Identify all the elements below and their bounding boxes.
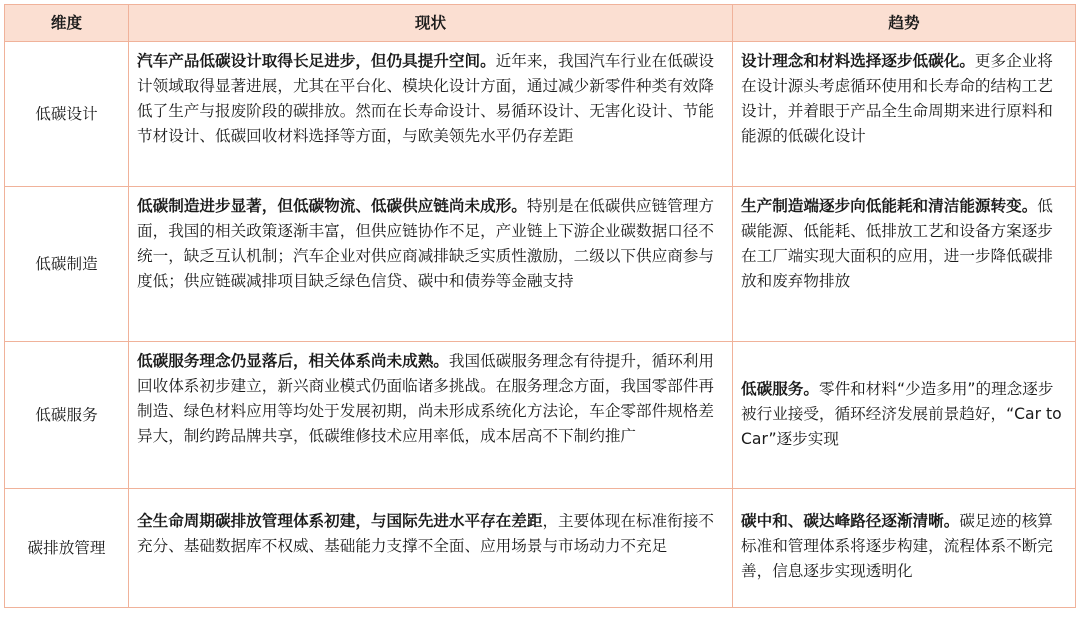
status-highlight: 低碳制造进步显著，但低碳物流、低碳供应链尚未成形。 <box>137 197 527 215</box>
row-trend <box>733 342 1075 489</box>
row-status <box>129 342 733 489</box>
trend-detail: 更多企业将在设计源头考虑循环使用和长寿命的结构工艺设计，并着眼于产品全生命周期来进行原料和能源的低碳化设计 <box>741 52 1053 145</box>
trend-highlight: 生产制造端逐步向低能耗和清洁能源转变。 <box>741 197 1038 215</box>
status-detail: ，主要体现在标准衔接不充分、基础数据库不权威、基础能力支撑不全面、应用场景与市场动力不充足 <box>137 512 714 555</box>
trend-highlight: 设计理念和材料选择逐步低碳化。 <box>741 52 975 70</box>
row-dimension: 碳排放管理 <box>5 489 129 607</box>
status-highlight: 全生命周期碳排放管理体系初建，与国际先进水平存在差距 <box>137 512 543 530</box>
header-trend: 趋势 <box>733 5 1075 42</box>
row-trend <box>733 42 1075 187</box>
trend-highlight: 碳中和、碳达峰路径逐渐清晰。 <box>741 512 960 530</box>
row-status <box>129 489 733 607</box>
status-highlight: 低碳服务理念仍显落后，相关体系尚未成熟。 <box>137 352 449 370</box>
status-detail: 特别是在低碳供应链管理方面，我国的相关政策逐渐丰富，但供应链协作不足，产业链上下游企业碳数据口径不统一，缺乏互认机制；汽车企业对供应商减排缺乏实质性激励，二级以下供应商参与度低；供应链碳减排项目缺乏绿色信贷、碳中和债券等金融支持 <box>137 197 714 290</box>
row-dimension: 低碳制造 <box>5 187 129 342</box>
row-status <box>129 42 733 187</box>
trend-detail: 碳足迹的核算标准和管理体系将逐步构建，流程体系不断完善，信息逐步实现透明化 <box>741 512 1053 580</box>
row-dimension: 低碳设计 <box>5 42 129 187</box>
trend-detail: 零件和材料“少造多用”的理念逐步被行业接受，循环经济发展前景趋好，“Car to Car”逐步实现 <box>741 380 1062 448</box>
row-dimension: 低碳服务 <box>5 342 129 489</box>
header-dimension: 维度 <box>5 5 129 42</box>
status-highlight: 汽车产品低碳设计取得长足进步，但仍具提升空间。 <box>137 52 496 70</box>
comparison-table <box>4 4 1076 608</box>
row-trend <box>733 187 1075 342</box>
status-detail: 近年来，我国汽车行业在低碳设计领域取得显著进展，尤其在平台化、模块化设计方面，通过减少新零件种类有效降低了生产与报废阶段的碳排放。然而在长寿命设计、易循环设计、无害化设计、节能节材设计、低碳回收材料选择等方面，与欧美领先水平仍存差距 <box>137 52 714 145</box>
row-trend <box>733 489 1075 607</box>
status-detail: 我国低碳服务理念有待提升，循环利用回收体系初步建立，新兴商业模式仍面临诸多挑战。在服务理念方面，我国零部件再制造、绿色材料应用等均处于发展初期，尚未形成系统化方法论，车企零部件规格差异大，制约跨品牌共享，低碳维修技术应用率低，成本居高不下制约推广 <box>137 352 714 445</box>
trend-detail: 低碳能源、低能耗、低排放工艺和设备方案逐步在工厂端实现大面积的应用，进一步降低碳排放和废弃物排放 <box>741 197 1053 290</box>
trend-highlight: 低碳服务。 <box>741 380 819 398</box>
row-status <box>129 187 733 342</box>
header-status: 现状 <box>129 5 733 42</box>
